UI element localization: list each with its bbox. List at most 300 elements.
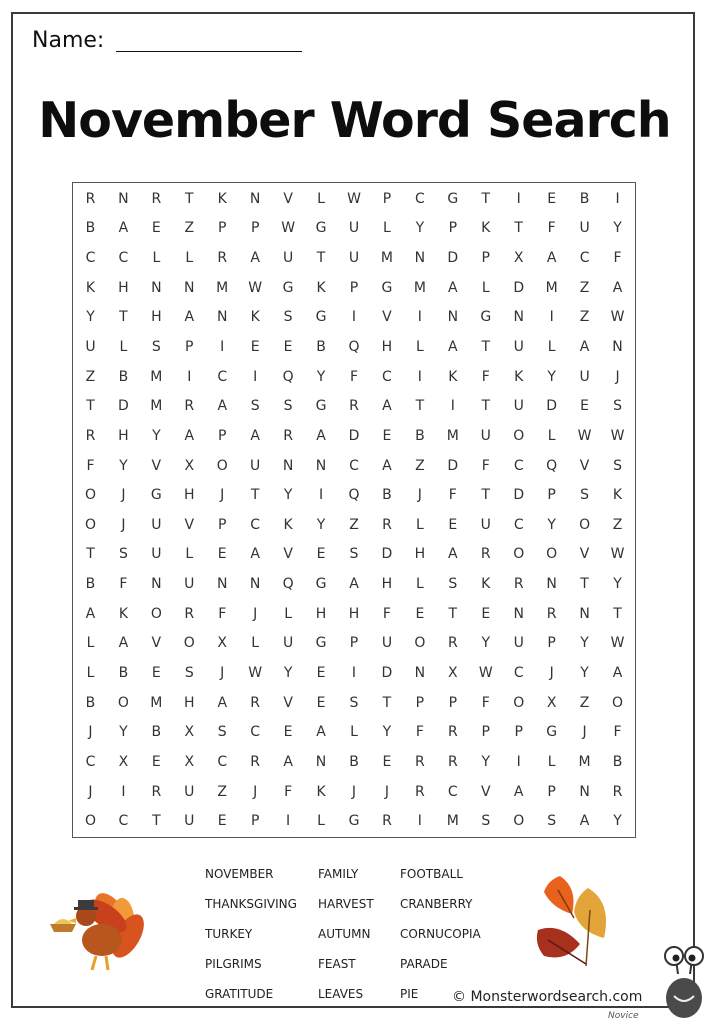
grid-letter[interactable]: P: [514, 724, 523, 741]
grid-letter[interactable]: M: [150, 398, 163, 415]
grid-letter[interactable]: Y: [580, 664, 589, 681]
grid-letter[interactable]: A: [546, 250, 557, 267]
grid-letter[interactable]: P: [250, 220, 260, 237]
grid-letter[interactable]: U: [513, 398, 524, 415]
grid-letter[interactable]: L: [547, 753, 556, 770]
grid-letter[interactable]: X: [217, 635, 228, 652]
grid-letter[interactable]: S: [349, 546, 359, 563]
grid-letter[interactable]: W: [610, 546, 625, 563]
grid-letter[interactable]: X: [546, 694, 557, 711]
grid-letter[interactable]: U: [151, 516, 162, 533]
grid-letter[interactable]: X: [448, 664, 458, 681]
grid-letter[interactable]: L: [415, 576, 424, 593]
grid-letter[interactable]: P: [448, 220, 458, 237]
grid-letter[interactable]: X: [184, 724, 195, 741]
grid-letter[interactable]: J: [351, 783, 357, 800]
grid-letter[interactable]: Y: [316, 368, 326, 385]
grid-letter[interactable]: Y: [613, 220, 622, 237]
grid-letter[interactable]: A: [448, 279, 458, 296]
grid-letter[interactable]: A: [612, 664, 623, 681]
grid-letter[interactable]: D: [447, 250, 459, 267]
grid-letter[interactable]: F: [415, 724, 424, 741]
grid-letter[interactable]: F: [481, 457, 490, 474]
grid-letter[interactable]: W: [577, 427, 592, 444]
grid-letter[interactable]: Y: [382, 724, 392, 741]
grid-letter[interactable]: T: [481, 398, 491, 415]
grid-letter[interactable]: E: [580, 398, 589, 415]
grid-letter[interactable]: K: [316, 783, 326, 800]
grid-letter[interactable]: U: [85, 338, 96, 355]
grid-letter[interactable]: A: [250, 546, 260, 563]
grid-letter[interactable]: E: [250, 338, 260, 355]
grid-letter[interactable]: S: [448, 576, 458, 593]
grid-letter[interactable]: T: [185, 190, 194, 207]
grid-letter[interactable]: M: [150, 694, 163, 711]
grid-letter[interactable]: V: [283, 546, 293, 563]
grid-letter[interactable]: J: [220, 664, 225, 681]
grid-letter[interactable]: R: [184, 605, 195, 622]
grid-letter[interactable]: C: [85, 753, 96, 770]
grid-letter[interactable]: G: [282, 279, 294, 296]
grid-letter[interactable]: H: [381, 576, 393, 593]
grid-letter[interactable]: O: [150, 605, 162, 622]
grid-letter[interactable]: U: [579, 368, 590, 385]
grid-letter[interactable]: D: [513, 487, 525, 504]
grid-letter[interactable]: P: [349, 279, 359, 296]
grid-letter[interactable]: H: [118, 427, 129, 444]
grid-letter[interactable]: P: [547, 783, 556, 800]
grid-letter[interactable]: Z: [579, 279, 590, 296]
grid-letter[interactable]: K: [481, 576, 491, 593]
grid-letter[interactable]: N: [249, 576, 261, 593]
grid-letter[interactable]: J: [582, 724, 587, 741]
grid-letter[interactable]: U: [513, 635, 524, 652]
grid-letter[interactable]: A: [612, 279, 623, 296]
grid-letter[interactable]: A: [118, 220, 129, 237]
grid-letter[interactable]: D: [118, 398, 129, 415]
grid-letter[interactable]: L: [317, 190, 325, 207]
grid-letter[interactable]: L: [317, 813, 325, 830]
grid-letter[interactable]: E: [316, 664, 326, 681]
grid-letter[interactable]: P: [547, 635, 556, 652]
grid-letter[interactable]: A: [349, 576, 359, 593]
grid-letter[interactable]: A: [579, 338, 590, 355]
grid-letter[interactable]: I: [286, 813, 291, 830]
grid-letter[interactable]: C: [118, 250, 129, 267]
grid-letter[interactable]: U: [151, 546, 162, 563]
grid-letter[interactable]: W: [248, 279, 263, 296]
grid-letter[interactable]: B: [579, 190, 590, 207]
grid-letter[interactable]: G: [315, 220, 327, 237]
grid-letter[interactable]: E: [217, 546, 227, 563]
grid-letter[interactable]: O: [513, 546, 525, 563]
grid-letter[interactable]: L: [251, 635, 260, 652]
grid-letter[interactable]: A: [283, 753, 293, 770]
grid-letter[interactable]: P: [481, 250, 490, 267]
grid-letter[interactable]: I: [187, 368, 192, 385]
grid-letter[interactable]: C: [513, 516, 524, 533]
grid-letter[interactable]: F: [284, 783, 293, 800]
grid-letter[interactable]: S: [547, 813, 557, 830]
grid-letter[interactable]: I: [417, 309, 422, 326]
grid-letter[interactable]: B: [612, 753, 623, 770]
grid-letter[interactable]: L: [350, 724, 358, 741]
grid-letter[interactable]: G: [480, 309, 492, 326]
grid-letter[interactable]: F: [481, 368, 490, 385]
grid-letter[interactable]: K: [448, 368, 458, 385]
grid-letter[interactable]: F: [613, 250, 622, 267]
grid-letter[interactable]: A: [316, 427, 326, 444]
grid-letter[interactable]: N: [151, 279, 162, 296]
grid-letter[interactable]: E: [481, 605, 491, 622]
grid-letter[interactable]: T: [86, 546, 95, 563]
grid-letter[interactable]: T: [448, 605, 458, 622]
grid-letter[interactable]: J: [220, 487, 225, 504]
grid-letter[interactable]: J: [253, 783, 258, 800]
grid-letter[interactable]: C: [217, 368, 228, 385]
grid-letter[interactable]: M: [578, 753, 591, 770]
grid-letter[interactable]: N: [315, 457, 327, 474]
grid-letter[interactable]: P: [218, 516, 227, 533]
grid-letter[interactable]: S: [580, 487, 590, 504]
grid-letter[interactable]: R: [546, 605, 557, 622]
grid-letter[interactable]: X: [184, 457, 195, 474]
grid-letter[interactable]: B: [382, 487, 392, 504]
grid-letter[interactable]: B: [151, 724, 162, 741]
grid-letter[interactable]: W: [347, 190, 361, 207]
grid-letter[interactable]: R: [447, 635, 458, 652]
grid-letter[interactable]: F: [86, 457, 95, 474]
grid-letter[interactable]: H: [184, 487, 195, 504]
grid-letter[interactable]: S: [184, 664, 194, 681]
grid-letter[interactable]: C: [118, 813, 129, 830]
grid-letter[interactable]: D: [447, 457, 459, 474]
grid-letter[interactable]: L: [119, 338, 128, 355]
grid-letter[interactable]: K: [316, 279, 326, 296]
grid-letter[interactable]: O: [414, 635, 426, 652]
grid-letter[interactable]: R: [480, 546, 491, 563]
grid-letter[interactable]: A: [217, 694, 228, 711]
grid-letter[interactable]: G: [315, 309, 327, 326]
grid-letter[interactable]: K: [514, 368, 524, 385]
grid-letter[interactable]: L: [415, 338, 424, 355]
grid-letter[interactable]: I: [549, 309, 554, 326]
grid-letter[interactable]: Q: [282, 368, 294, 385]
grid-letter[interactable]: Y: [316, 516, 326, 533]
grid-letter[interactable]: R: [612, 783, 623, 800]
grid-letter[interactable]: S: [217, 724, 227, 741]
grid-letter[interactable]: E: [283, 724, 293, 741]
grid-letter[interactable]: U: [250, 457, 261, 474]
grid-letter[interactable]: N: [282, 457, 294, 474]
grid-letter[interactable]: C: [447, 783, 458, 800]
grid-letter[interactable]: Q: [348, 487, 360, 504]
grid-letter[interactable]: T: [119, 309, 128, 326]
grid-letter[interactable]: H: [348, 605, 360, 622]
grid-letter[interactable]: H: [118, 279, 129, 296]
grid-letter[interactable]: C: [414, 190, 425, 207]
grid-letter[interactable]: D: [546, 398, 558, 415]
grid-letter[interactable]: N: [414, 250, 426, 267]
grid-letter[interactable]: G: [381, 279, 393, 296]
grid-letter[interactable]: Z: [85, 368, 96, 385]
grid-letter[interactable]: Y: [580, 635, 589, 652]
grid-letter[interactable]: M: [216, 279, 229, 296]
grid-letter[interactable]: B: [316, 338, 326, 355]
grid-letter[interactable]: Z: [415, 457, 425, 474]
grid-letter[interactable]: Y: [613, 576, 622, 593]
grid-letter[interactable]: V: [480, 783, 491, 800]
grid-letter[interactable]: A: [250, 427, 260, 444]
grid-letter[interactable]: L: [547, 338, 556, 355]
grid-letter[interactable]: T: [514, 220, 523, 237]
grid-letter[interactable]: I: [417, 368, 422, 385]
grid-letter[interactable]: R: [151, 190, 162, 207]
grid-letter[interactable]: R: [184, 398, 195, 415]
grid-letter[interactable]: R: [513, 576, 524, 593]
grid-letter[interactable]: D: [348, 427, 360, 444]
grid-letter[interactable]: R: [283, 427, 293, 444]
grid-letter[interactable]: T: [481, 338, 491, 355]
grid-letter[interactable]: S: [151, 338, 161, 355]
grid-letter[interactable]: O: [612, 694, 624, 711]
grid-letter[interactable]: S: [349, 694, 359, 711]
grid-letter[interactable]: B: [118, 368, 129, 385]
grid-letter[interactable]: Z: [184, 220, 195, 237]
grid-letter[interactable]: P: [547, 487, 556, 504]
grid-letter[interactable]: F: [382, 605, 391, 622]
grid-letter[interactable]: G: [315, 576, 327, 593]
grid-letter[interactable]: P: [250, 813, 260, 830]
grid-letter[interactable]: N: [513, 309, 524, 326]
grid-letter[interactable]: P: [218, 220, 227, 237]
grid-letter[interactable]: T: [250, 487, 260, 504]
grid-letter[interactable]: I: [220, 338, 225, 355]
grid-letter[interactable]: S: [481, 813, 491, 830]
grid-letter[interactable]: O: [513, 427, 525, 444]
grid-letter[interactable]: G: [315, 398, 327, 415]
grid-letter[interactable]: S: [283, 309, 293, 326]
grid-letter[interactable]: L: [185, 546, 194, 563]
grid-letter[interactable]: R: [85, 190, 96, 207]
grid-letter[interactable]: F: [613, 724, 622, 741]
grid-letter[interactable]: F: [119, 576, 128, 593]
grid-letter[interactable]: U: [184, 813, 195, 830]
grid-letter[interactable]: T: [481, 190, 491, 207]
grid-letter[interactable]: U: [381, 635, 393, 652]
grid-letter[interactable]: B: [415, 427, 425, 444]
grid-letter[interactable]: A: [217, 398, 228, 415]
grid-letter[interactable]: R: [447, 724, 458, 741]
grid-letter[interactable]: R: [250, 753, 261, 770]
grid-letter[interactable]: J: [88, 724, 93, 741]
grid-letter[interactable]: V: [579, 457, 590, 474]
grid-letter[interactable]: G: [348, 813, 360, 830]
grid-letter[interactable]: Y: [283, 487, 293, 504]
grid-letter[interactable]: A: [382, 457, 392, 474]
grid-letter[interactable]: I: [615, 190, 620, 207]
grid-letter[interactable]: C: [85, 250, 96, 267]
grid-letter[interactable]: A: [85, 605, 96, 622]
grid-letter[interactable]: S: [283, 398, 293, 415]
grid-letter[interactable]: T: [415, 398, 425, 415]
grid-letter[interactable]: R: [415, 783, 425, 800]
grid-letter[interactable]: R: [415, 753, 425, 770]
grid-letter[interactable]: I: [516, 190, 521, 207]
grid-letter[interactable]: O: [84, 813, 96, 830]
grid-letter[interactable]: K: [250, 309, 260, 326]
grid-letter[interactable]: A: [184, 427, 195, 444]
grid-letter[interactable]: L: [86, 664, 95, 681]
grid-letter[interactable]: A: [448, 338, 458, 355]
grid-letter[interactable]: H: [414, 546, 426, 563]
grid-letter[interactable]: E: [547, 190, 557, 207]
grid-letter[interactable]: I: [351, 309, 357, 326]
grid-letter[interactable]: J: [417, 487, 422, 504]
grid-letter[interactable]: A: [316, 724, 326, 741]
grid-letter[interactable]: O: [84, 516, 96, 533]
grid-letter[interactable]: L: [415, 516, 424, 533]
grid-letter[interactable]: U: [480, 427, 491, 444]
grid-letter[interactable]: U: [480, 516, 491, 533]
grid-letter[interactable]: Y: [547, 516, 556, 533]
grid-letter[interactable]: R: [447, 753, 458, 770]
grid-letter[interactable]: R: [217, 250, 228, 267]
grid-letter[interactable]: E: [316, 694, 326, 711]
grid-letter[interactable]: U: [282, 250, 294, 267]
grid-letter[interactable]: R: [382, 516, 392, 533]
grid-letter[interactable]: V: [283, 694, 293, 711]
grid-letter[interactable]: N: [216, 576, 228, 593]
grid-letter[interactable]: K: [118, 605, 128, 622]
grid-letter[interactable]: L: [152, 250, 161, 267]
grid-letter[interactable]: L: [481, 279, 490, 296]
grid-letter[interactable]: T: [580, 576, 589, 593]
grid-letter[interactable]: I: [450, 398, 455, 415]
grid-letter[interactable]: Y: [613, 813, 622, 830]
grid-letter[interactable]: E: [316, 546, 326, 563]
grid-letter[interactable]: N: [315, 753, 327, 770]
grid-letter[interactable]: C: [382, 368, 392, 385]
grid-letter[interactable]: I: [417, 813, 422, 830]
grid-letter[interactable]: U: [282, 635, 294, 652]
grid-letter[interactable]: L: [284, 605, 293, 622]
grid-letter[interactable]: C: [217, 753, 228, 770]
grid-letter[interactable]: G: [447, 190, 459, 207]
grid-letter[interactable]: H: [315, 605, 327, 622]
grid-letter[interactable]: O: [513, 813, 525, 830]
grid-letter[interactable]: B: [85, 694, 96, 711]
grid-letter[interactable]: V: [382, 309, 392, 326]
grid-letter[interactable]: T: [152, 813, 161, 830]
grid-letter[interactable]: X: [118, 753, 129, 770]
grid-letter[interactable]: Z: [349, 516, 359, 533]
grid-letter[interactable]: J: [121, 516, 126, 533]
grid-letter[interactable]: S: [613, 398, 622, 415]
grid-letter[interactable]: E: [283, 338, 293, 355]
grid-letter[interactable]: A: [382, 398, 392, 415]
grid-letter[interactable]: H: [184, 694, 195, 711]
grid-letter[interactable]: W: [478, 664, 493, 681]
grid-letter[interactable]: M: [150, 368, 163, 385]
grid-letter[interactable]: E: [217, 813, 227, 830]
grid-letter[interactable]: P: [218, 427, 227, 444]
grid-letter[interactable]: M: [413, 279, 426, 296]
grid-letter[interactable]: E: [448, 516, 458, 533]
grid-letter[interactable]: W: [281, 220, 296, 237]
grid-letter[interactable]: C: [513, 457, 524, 474]
grid-letter[interactable]: C: [579, 250, 590, 267]
grid-letter[interactable]: K: [612, 487, 623, 504]
grid-letter[interactable]: H: [151, 309, 162, 326]
grid-letter[interactable]: H: [381, 338, 393, 355]
grid-letter[interactable]: A: [250, 250, 260, 267]
grid-letter[interactable]: P: [481, 724, 490, 741]
grid-letter[interactable]: W: [610, 427, 625, 444]
grid-letter[interactable]: S: [118, 546, 128, 563]
grid-letter[interactable]: V: [579, 546, 590, 563]
grid-letter[interactable]: N: [184, 279, 195, 296]
grid-letter[interactable]: I: [351, 664, 357, 681]
grid-letter[interactable]: R: [250, 694, 261, 711]
grid-letter[interactable]: F: [349, 368, 359, 385]
grid-letter[interactable]: A: [118, 635, 129, 652]
grid-letter[interactable]: K: [481, 220, 491, 237]
grid-letter[interactable]: G: [546, 724, 558, 741]
grid-letter[interactable]: Y: [152, 427, 161, 444]
grid-letter[interactable]: N: [118, 190, 129, 207]
grid-letter[interactable]: B: [85, 220, 96, 237]
grid-letter[interactable]: L: [86, 635, 95, 652]
grid-letter[interactable]: W: [610, 635, 625, 652]
grid-letter[interactable]: A: [513, 783, 524, 800]
grid-letter[interactable]: Y: [547, 368, 556, 385]
grid-letter[interactable]: T: [382, 694, 392, 711]
grid-letter[interactable]: A: [184, 309, 195, 326]
grid-letter[interactable]: S: [613, 457, 622, 474]
grid-letter[interactable]: C: [250, 724, 261, 741]
grid-letter[interactable]: P: [185, 338, 194, 355]
grid-letter[interactable]: U: [184, 576, 195, 593]
grid-letter[interactable]: C: [349, 457, 359, 474]
grid-letter[interactable]: Q: [282, 576, 294, 593]
grid-letter[interactable]: Y: [283, 664, 293, 681]
grid-letter[interactable]: R: [151, 783, 162, 800]
grid-letter[interactable]: E: [382, 753, 392, 770]
grid-letter[interactable]: O: [513, 694, 525, 711]
grid-letter[interactable]: J: [88, 783, 93, 800]
grid-letter[interactable]: J: [615, 368, 620, 385]
grid-letter[interactable]: N: [579, 783, 590, 800]
grid-letter[interactable]: Q: [348, 338, 360, 355]
grid-letter[interactable]: N: [447, 309, 459, 326]
grid-letter[interactable]: Y: [481, 753, 491, 770]
grid-letter[interactable]: Z: [579, 694, 590, 711]
grid-letter[interactable]: O: [216, 457, 228, 474]
grid-letter[interactable]: I: [121, 783, 126, 800]
grid-letter[interactable]: F: [218, 605, 227, 622]
grid-letter[interactable]: E: [415, 605, 425, 622]
grid-letter[interactable]: Y: [119, 457, 128, 474]
grid-letter[interactable]: L: [547, 427, 556, 444]
grid-letter[interactable]: S: [250, 398, 260, 415]
grid-letter[interactable]: M: [446, 813, 459, 830]
grid-letter[interactable]: O: [579, 516, 591, 533]
grid-letter[interactable]: M: [380, 250, 393, 267]
grid-letter[interactable]: E: [151, 664, 161, 681]
grid-letter[interactable]: W: [610, 309, 625, 326]
grid-letter[interactable]: Y: [119, 724, 128, 741]
